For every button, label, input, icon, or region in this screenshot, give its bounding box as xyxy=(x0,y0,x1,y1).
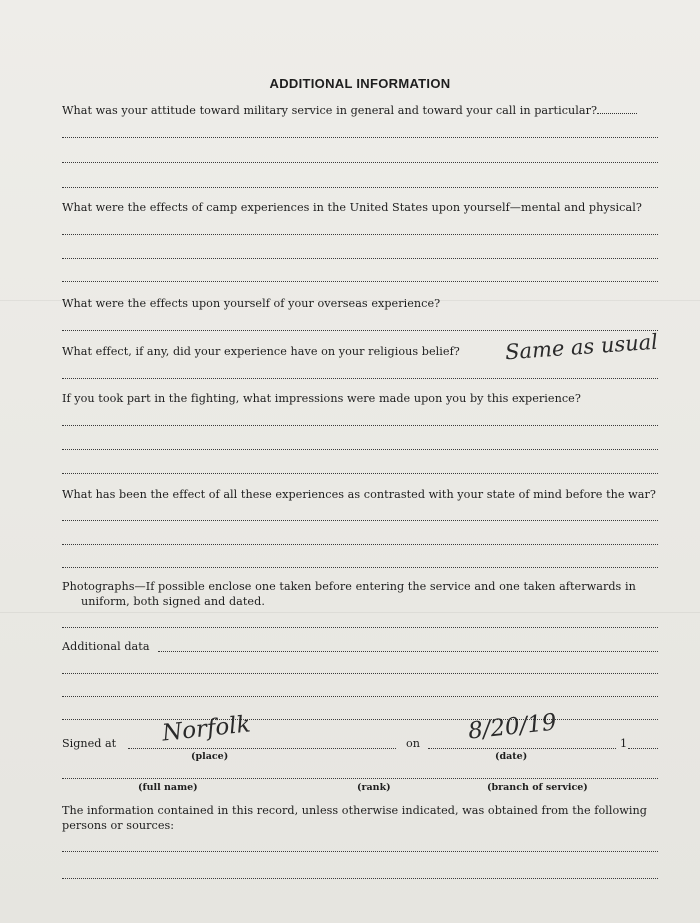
question-text: What was your attitude toward military service in general and toward your call in particular? xyxy=(62,104,598,117)
answer-line xyxy=(62,544,658,545)
question-text: What were the effects of camp experiences in the United States upon yourself—mental and physical? xyxy=(62,201,642,214)
photographs-instruction-cont xyxy=(81,595,265,608)
answer-line xyxy=(62,425,658,426)
answer-line xyxy=(62,567,658,568)
answer-line xyxy=(62,673,658,674)
answer-line xyxy=(62,187,658,188)
question-text: The information contained in this record, unless otherwise indicated, was obtained from the following xyxy=(62,804,648,817)
answer-line xyxy=(62,878,658,879)
year-prefix: 1 xyxy=(620,737,628,750)
question-text: What were the effects upon yourself of your overseas experience? xyxy=(62,297,441,310)
question-text: persons or sources: xyxy=(62,819,175,832)
question-camp-effects xyxy=(62,201,642,214)
on-label: on xyxy=(406,737,420,750)
additional-data-label xyxy=(62,640,150,653)
answer-line xyxy=(62,330,658,331)
question-text: What effect, if any, did your experience have on your religious belief? xyxy=(62,345,460,358)
signed-place-value: Norfolk xyxy=(160,711,252,747)
date-caption: (date) xyxy=(495,751,528,762)
answer-line xyxy=(62,520,658,521)
rank-caption: (rank) xyxy=(357,782,391,793)
place-caption: (place) xyxy=(191,751,229,762)
year-line xyxy=(628,748,658,749)
question-text: Additional data xyxy=(62,640,150,653)
question-text: uniform, both signed and dated. xyxy=(81,595,265,608)
answer-line xyxy=(62,281,658,282)
date-line xyxy=(428,748,616,749)
question-state-of-mind xyxy=(62,488,656,501)
paper-fold xyxy=(0,612,700,613)
question-fighting xyxy=(62,392,581,405)
signed-at-label: Signed at xyxy=(62,737,117,750)
answer-line xyxy=(62,378,658,379)
answer-line xyxy=(62,627,658,628)
answer-line xyxy=(62,449,658,450)
name-rank-branch-line xyxy=(62,778,658,779)
page-title: ADDITIONAL INFORMATION xyxy=(269,76,451,91)
question-text: Photographs—If possible enclose one taken before entering the service and one taken afterwards in xyxy=(62,580,636,593)
question-attitude xyxy=(62,104,637,117)
answer-line xyxy=(62,234,658,235)
photographs-instruction xyxy=(62,580,636,593)
answer-line xyxy=(62,851,658,852)
question-text: If you took part in the fighting, what impressions were made upon you by this experience? xyxy=(62,392,581,405)
branch-caption: (branch of service) xyxy=(487,782,588,793)
answer-line xyxy=(62,719,658,720)
answer-line xyxy=(62,696,658,697)
place-line xyxy=(128,748,396,749)
answer-line xyxy=(62,258,658,259)
question-overseas xyxy=(62,297,440,310)
answer-religious-belief: Same as usual xyxy=(504,329,659,365)
answer-line xyxy=(158,651,658,652)
full-name-caption: (full name) xyxy=(138,782,198,793)
signed-date-value: 8/20/19 xyxy=(466,709,558,745)
answer-line xyxy=(597,105,637,114)
answer-line xyxy=(62,137,658,138)
answer-line xyxy=(62,473,658,474)
sources-statement xyxy=(62,804,647,817)
answer-line xyxy=(62,162,658,163)
question-text: What has been the effect of all these experiences as contrasted with your state of mind before the war? xyxy=(62,488,656,501)
question-religious-belief xyxy=(62,345,460,358)
sources-statement-cont xyxy=(62,819,174,832)
